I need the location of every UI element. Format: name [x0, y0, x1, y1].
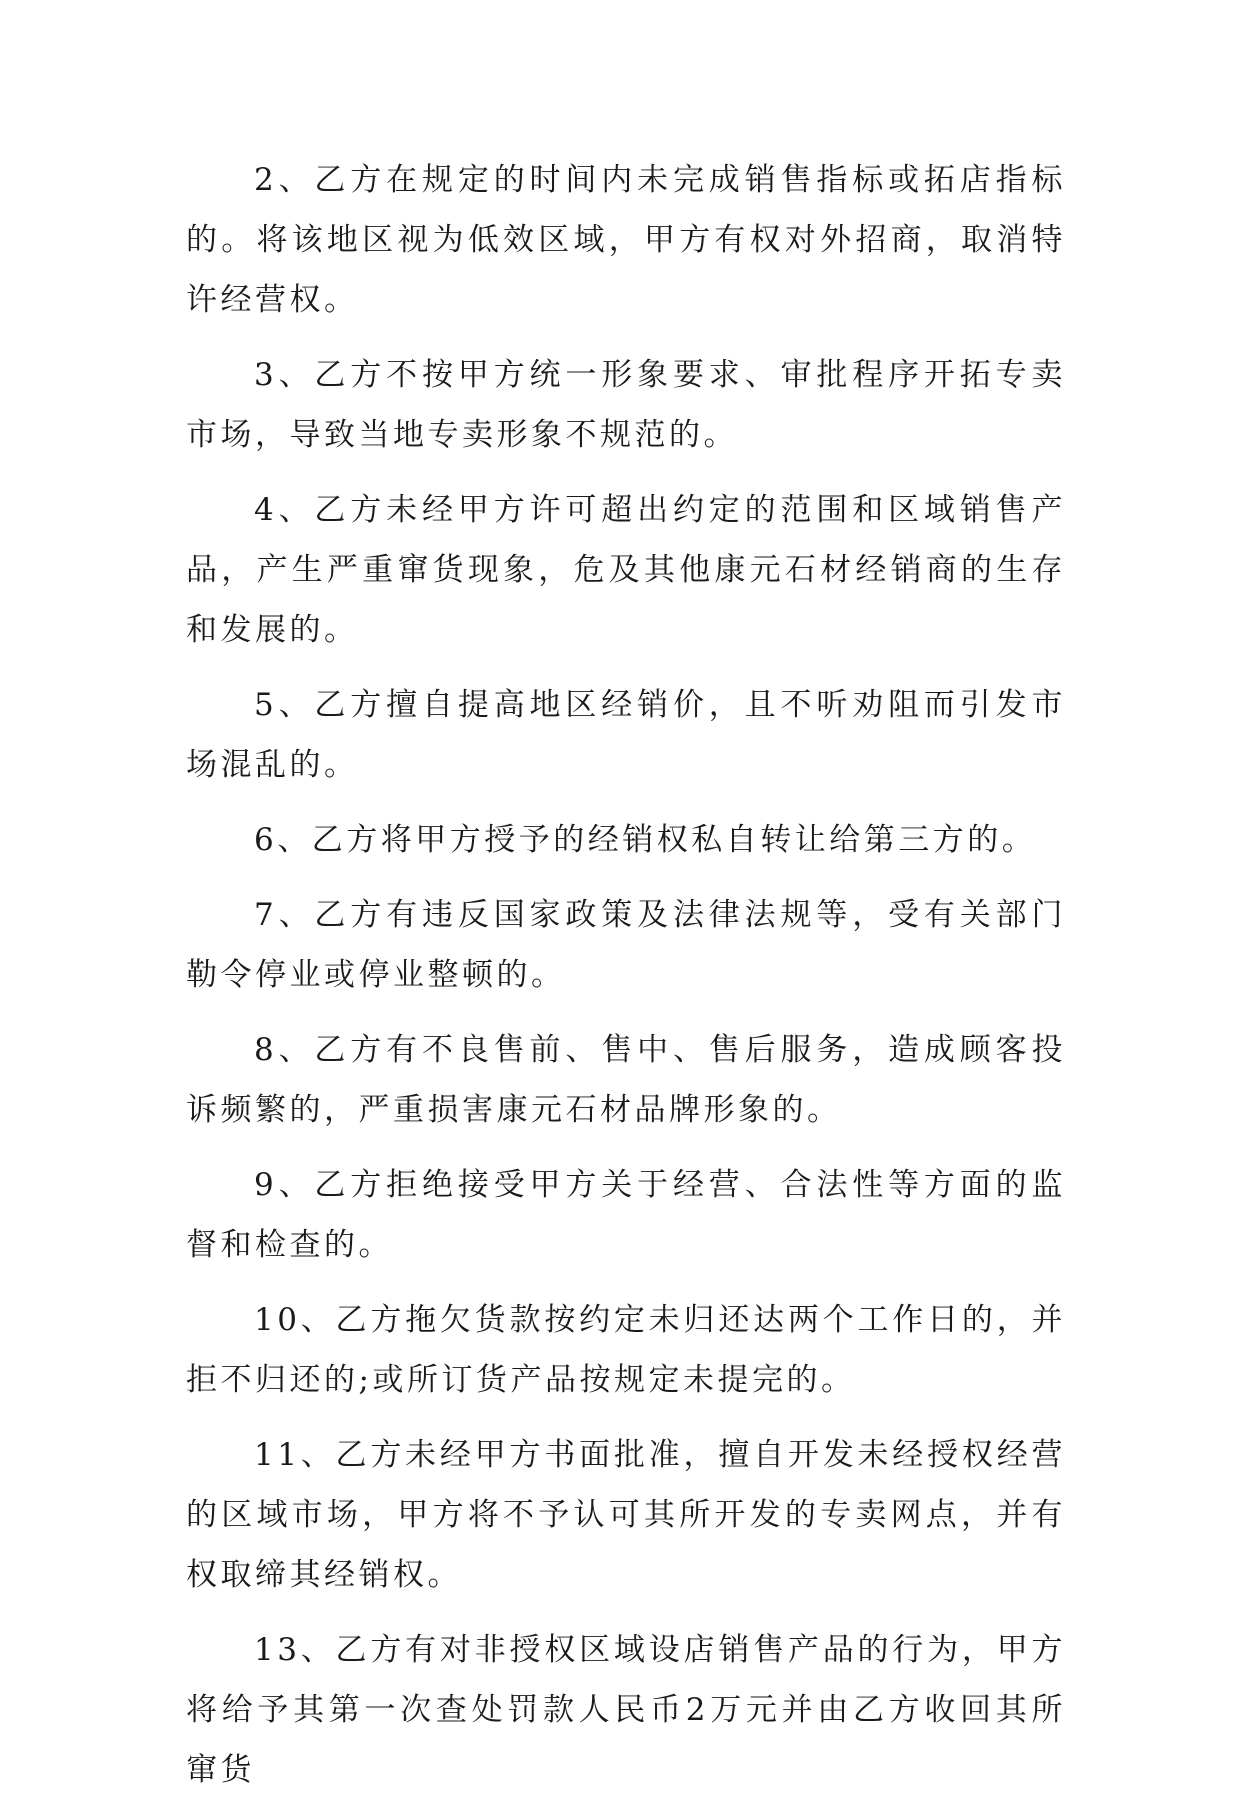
clause-13: 13、乙方有对非授权区域设店销售产品的行为，甲方将给予其第一次查处罚款人民币2万元并由乙方收回其所窜货	[186, 1632, 1066, 1788]
clause-9: 9、乙方拒绝接受甲方关于经营、合法性等方面的监督和检查的。	[186, 1167, 1066, 1263]
clause-4: 4、乙方未经甲方许可超出约定的范围和区域销售产品，产生严重窜货现象，危及其他康元石材经销商的生存和发展的。	[186, 492, 1066, 648]
document-body	[186, 150, 1066, 1815]
clause-10: 10、乙方拖欠货款按约定未归还达两个工作日的，并拒不归还的;或所订货产品按规定未提完的。	[186, 1302, 1066, 1398]
clause-7: 7、乙方有违反国家政策及法律法规等，受有关部门勒令停业或停业整顿的。	[186, 897, 1066, 993]
clause-5: 5、乙方擅自提高地区经销价，且不听劝阻而引发市场混乱的。	[186, 687, 1066, 783]
clause-2: 2、乙方在规定的时间内未完成销售指标或拓店指标的。将该地区视为低效区域，甲方有权对外招商，取消特许经营权。	[186, 162, 1066, 318]
clause-8: 8、乙方有不良售前、售中、售后服务，造成顾客投诉频繁的，严重损害康元石材品牌形象的。	[186, 1032, 1066, 1128]
clause-6: 6、乙方将甲方授予的经销权私自转让给第三方的。	[254, 822, 1037, 858]
clause-3: 3、乙方不按甲方统一形象要求、审批程序开拓专卖市场，导致当地专卖形象不规范的。	[186, 357, 1066, 453]
clause-11: 11、乙方未经甲方书面批准，擅自开发未经授权经营的区域市场，甲方将不予认可其所开发的专卖网点，并有权取缔其经销权。	[186, 1437, 1066, 1593]
